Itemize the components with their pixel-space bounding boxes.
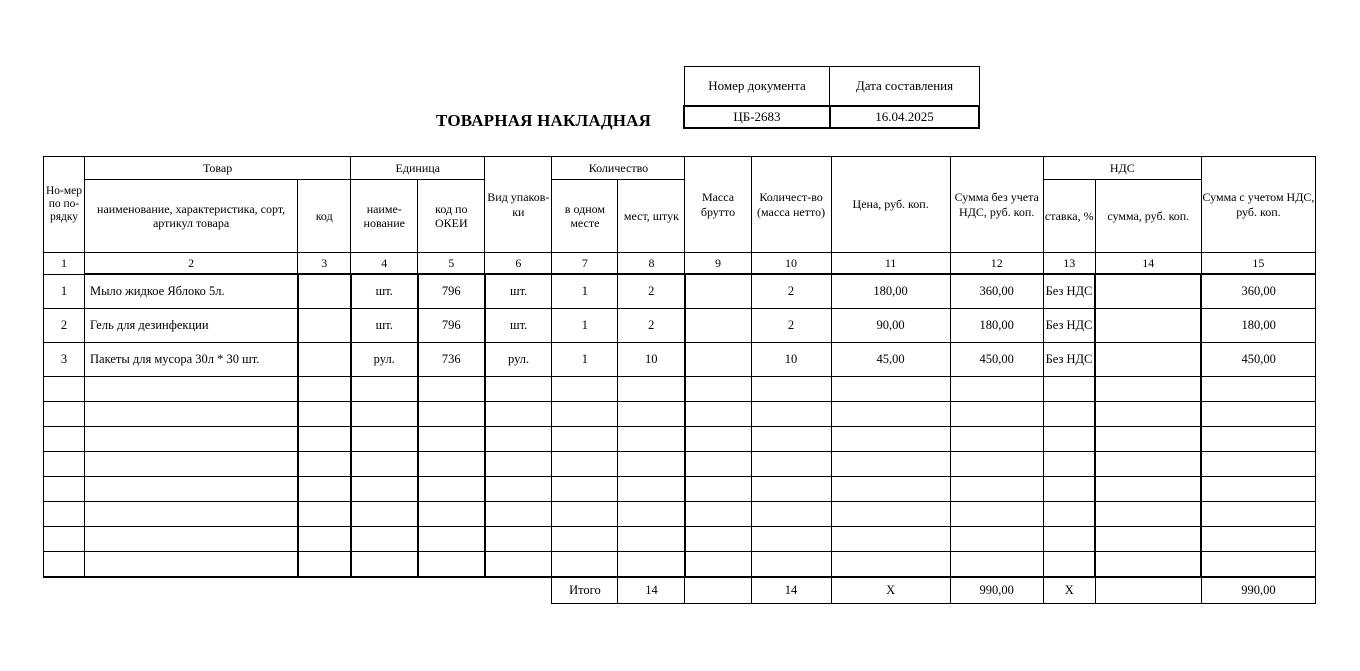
vat-rate-cell[interactable] [1043,452,1095,477]
package-type-cell[interactable] [485,527,552,552]
goods-code-cell[interactable] [298,402,351,427]
header-unit-okei: код по ОКЕИ [418,180,485,253]
price-cell[interactable] [831,502,950,527]
qty-in-place-cell[interactable] [552,402,618,427]
qty-places-cell[interactable] [618,377,685,402]
row-number-cell[interactable]: 3 [44,343,85,377]
unit-name-cell[interactable] [351,502,418,527]
empty-table-row [44,527,1316,552]
document-title: ТОВАРНАЯ НАКЛАДНАЯ [436,111,652,130]
okei-code-cell[interactable]: 796 [418,309,485,343]
totals-gross[interactable] [685,577,751,604]
sum-without-vat-cell[interactable] [950,377,1043,402]
net-quantity-cell[interactable] [751,402,831,427]
goods-name-cell[interactable] [85,527,298,552]
header-unit: Единица [351,157,485,180]
header-goods: Товар [85,157,351,180]
row-number-cell[interactable] [44,452,85,477]
vat-sum-cell[interactable] [1095,343,1201,377]
sum-without-vat-cell[interactable]: 360,00 [950,274,1043,309]
unit-name-cell[interactable] [351,427,418,452]
column-number: 8 [618,253,685,275]
totals-vat-sum[interactable] [1095,577,1201,604]
okei-code-cell[interactable] [418,552,485,578]
row-number-cell[interactable]: 2 [44,309,85,343]
column-number-row [44,253,1316,275]
unit-name-cell[interactable]: рул. [351,343,418,377]
header-vat: НДС [1043,157,1201,180]
net-quantity-cell[interactable] [751,377,831,402]
gross-mass-cell[interactable] [685,274,751,309]
sum-without-vat-cell[interactable] [950,527,1043,552]
goods-name-cell[interactable] [85,427,298,452]
gross-mass-cell[interactable] [685,343,751,377]
header-goods-code: код [298,180,351,253]
net-quantity-cell[interactable] [751,502,831,527]
goods-name-cell[interactable] [85,377,298,402]
column-number: 4 [351,253,418,275]
price-cell[interactable] [831,527,950,552]
vat-rate-cell[interactable] [1043,527,1095,552]
column-number: 14 [1095,253,1201,275]
unit-name-cell[interactable] [351,452,418,477]
sum-with-vat-cell[interactable] [1201,552,1315,578]
unit-name-cell[interactable] [351,527,418,552]
qty-places-cell[interactable] [618,452,685,477]
column-number: 3 [298,253,351,275]
header-group-row [44,157,1316,180]
vat-sum-cell[interactable] [1095,402,1201,427]
sum-with-vat-cell[interactable] [1201,402,1315,427]
row-number-cell[interactable] [44,377,85,402]
qty-in-place-cell[interactable] [552,502,618,527]
qty-in-place-cell[interactable] [552,452,618,477]
column-number: 10 [751,253,831,275]
price-cell[interactable]: 180,00 [831,274,950,309]
header-quantity: Количество [552,157,685,180]
sum-with-vat-cell[interactable] [1201,477,1315,502]
column-number: 12 [950,253,1043,275]
sum-with-vat-cell[interactable] [1201,502,1315,527]
totals-label: Итого [552,577,618,604]
sum-without-vat-cell[interactable] [950,402,1043,427]
empty-table-row [44,427,1316,452]
vat-rate-cell[interactable] [1043,552,1095,578]
okei-code-cell[interactable] [418,502,485,527]
row-number-cell[interactable] [44,552,85,578]
header-vat-sum: сумма, руб. коп. [1095,180,1201,253]
vat-sum-cell[interactable] [1095,427,1201,452]
column-number: 13 [1043,253,1095,275]
header-unit-name: наиме-нование [351,180,418,253]
sum-without-vat-cell[interactable] [950,427,1043,452]
vat-rate-cell[interactable] [1043,477,1095,502]
package-type-cell[interactable]: шт. [485,274,552,309]
qty-places-cell[interactable] [618,552,685,578]
vat-rate-cell[interactable] [1043,402,1095,427]
empty-table-row [44,477,1316,502]
net-quantity-cell[interactable] [751,552,831,578]
net-quantity-cell[interactable] [751,427,831,452]
totals-sum-with-vat[interactable]: 990,00 [1201,577,1315,604]
price-cell[interactable] [831,452,950,477]
sum-with-vat-cell[interactable] [1201,427,1315,452]
okei-code-cell[interactable] [418,377,485,402]
row-number-cell[interactable] [44,502,85,527]
qty-places-cell[interactable] [618,477,685,502]
qty-places-cell[interactable] [618,402,685,427]
goods-name-cell[interactable] [85,477,298,502]
column-number: 2 [85,253,298,275]
goods-code-cell[interactable] [298,377,351,402]
vat-rate-cell[interactable]: Без НДС [1043,343,1095,377]
qty-places-cell[interactable] [618,527,685,552]
totals-spacer [44,577,552,604]
goods-name-cell[interactable] [85,552,298,578]
package-type-cell[interactable]: шт. [485,309,552,343]
empty-table-row [44,402,1316,427]
gross-mass-cell[interactable] [685,452,751,477]
header-qty-in-place: в одном месте [552,180,618,253]
column-number: 7 [552,253,618,275]
goods-code-cell[interactable] [298,502,351,527]
totals-places[interactable]: 14 [618,577,685,604]
document-number-label: Номер документа [684,67,830,107]
column-number: 11 [831,253,950,275]
table-row [44,343,1316,377]
totals-row [44,577,1316,604]
gross-mass-cell[interactable] [685,309,751,343]
row-number-cell[interactable]: 1 [44,274,85,309]
document-number-date-box [683,66,980,129]
package-type-cell[interactable] [485,502,552,527]
vat-sum-cell[interactable] [1095,377,1201,402]
empty-table-row [44,377,1316,402]
qty-places-cell[interactable] [618,502,685,527]
price-cell[interactable] [831,552,950,578]
totals-net[interactable]: 14 [751,577,831,604]
sum-with-vat-cell[interactable] [1201,377,1315,402]
sum-without-vat-cell[interactable] [950,477,1043,502]
okei-code-cell[interactable]: 736 [418,343,485,377]
header-gross-mass: Масса брутто [685,157,751,253]
package-type-cell[interactable] [485,452,552,477]
sum-without-vat-cell[interactable] [950,452,1043,477]
goods-code-cell[interactable] [298,477,351,502]
header-vat-rate: ставка, % [1043,180,1095,253]
price-cell[interactable] [831,402,950,427]
gross-mass-cell[interactable] [685,527,751,552]
okei-code-cell[interactable] [418,402,485,427]
net-quantity-cell[interactable] [751,527,831,552]
row-number-cell[interactable] [44,402,85,427]
goods-name-cell[interactable] [85,452,298,477]
package-type-cell[interactable] [485,427,552,452]
header-package-type: Вид упаков-ки [485,157,552,253]
document-number-value[interactable]: ЦБ-2683 [684,106,830,128]
sum-with-vat-cell[interactable] [1201,452,1315,477]
sum-with-vat-cell[interactable] [1201,527,1315,552]
vat-rate-cell[interactable] [1043,427,1095,452]
qty-in-place-cell[interactable] [552,377,618,402]
sum-without-vat-cell[interactable] [950,552,1043,578]
package-type-cell[interactable]: рул. [485,343,552,377]
header-price: Цена, руб. коп. [831,157,950,253]
price-cell[interactable] [831,477,950,502]
goods-name-cell[interactable]: Пакеты для мусора 30л * 30 шт. [85,343,298,377]
package-type-cell[interactable] [485,552,552,578]
goods-code-cell[interactable] [298,527,351,552]
header-sum-without-vat: Сумма без учета НДС, руб. коп. [950,157,1043,253]
net-quantity-cell[interactable]: 10 [751,343,831,377]
goods-code-cell[interactable] [298,452,351,477]
goods-name-cell[interactable]: Мыло жидкое Яблоко 5л. [85,274,298,309]
sum-with-vat-cell[interactable]: 450,00 [1201,343,1315,377]
invoice-table [43,156,1316,604]
header-row-number: Но-мер по по-рядку [44,157,85,253]
empty-table-row [44,552,1316,578]
empty-table-row [44,502,1316,527]
vat-sum-cell[interactable] [1095,477,1201,502]
gross-mass-cell[interactable] [685,477,751,502]
goods-code-cell[interactable] [298,552,351,578]
vat-sum-cell[interactable] [1095,552,1201,578]
header-goods-name: наименование, характеристика, сорт, артикул товара [85,180,298,253]
package-type-cell[interactable] [485,377,552,402]
net-quantity-cell[interactable] [751,477,831,502]
package-type-cell[interactable] [485,477,552,502]
price-cell[interactable] [831,427,950,452]
document-date-value[interactable]: 16.04.2025 [830,106,979,128]
goods-code-cell[interactable] [298,427,351,452]
sum-with-vat-cell[interactable]: 360,00 [1201,274,1315,309]
totals-vat-rate[interactable]: X [1043,577,1095,604]
row-number-cell[interactable] [44,477,85,502]
qty-in-place-cell[interactable] [552,552,618,578]
totals-sum-without-vat[interactable]: 990,00 [950,577,1043,604]
column-number: 9 [685,253,751,275]
price-cell[interactable]: 45,00 [831,343,950,377]
column-number: 5 [418,253,485,275]
okei-code-cell[interactable] [418,427,485,452]
table-row [44,274,1316,309]
package-type-cell[interactable] [485,402,552,427]
okei-code-cell[interactable] [418,477,485,502]
vat-rate-cell[interactable]: Без НДС [1043,309,1095,343]
qty-in-place-cell[interactable] [552,427,618,452]
okei-code-cell[interactable] [418,527,485,552]
vat-sum-cell[interactable] [1095,274,1201,309]
unit-name-cell[interactable] [351,477,418,502]
qty-places-cell[interactable]: 10 [618,343,685,377]
sum-without-vat-cell[interactable]: 180,00 [950,309,1043,343]
header-sub-row [44,180,1316,253]
column-number: 15 [1201,253,1315,275]
okei-code-cell[interactable]: 796 [418,274,485,309]
qty-places-cell[interactable]: 2 [618,274,685,309]
vat-sum-cell[interactable] [1095,309,1201,343]
goods-code-cell[interactable] [298,343,351,377]
qty-in-place-cell[interactable]: 1 [552,274,618,309]
qty-places-cell[interactable] [618,427,685,452]
vat-sum-cell[interactable] [1095,502,1201,527]
price-cell[interactable] [831,377,950,402]
goods-code-cell[interactable] [298,309,351,343]
net-quantity-cell[interactable] [751,452,831,477]
qty-in-place-cell[interactable]: 1 [552,343,618,377]
totals-price[interactable]: X [831,577,950,604]
row-number-cell[interactable] [44,527,85,552]
unit-name-cell[interactable]: шт. [351,309,418,343]
net-quantity-cell[interactable]: 2 [751,274,831,309]
unit-name-cell[interactable] [351,552,418,578]
column-number: 1 [44,253,85,275]
gross-mass-cell[interactable] [685,427,751,452]
goods-name-cell[interactable] [85,402,298,427]
unit-name-cell[interactable] [351,402,418,427]
goods-code-cell[interactable] [298,274,351,309]
price-cell[interactable]: 90,00 [831,309,950,343]
sum-without-vat-cell[interactable] [950,502,1043,527]
header-net-quantity: Количест-во (масса нетто) [751,157,831,253]
table-row [44,309,1316,343]
gross-mass-cell[interactable] [685,552,751,578]
vat-sum-cell[interactable] [1095,452,1201,477]
vat-rate-cell[interactable] [1043,377,1095,402]
qty-in-place-cell[interactable] [552,477,618,502]
qty-in-place-cell[interactable] [552,527,618,552]
qty-in-place-cell[interactable]: 1 [552,309,618,343]
unit-name-cell[interactable]: шт. [351,274,418,309]
gross-mass-cell[interactable] [685,402,751,427]
sum-with-vat-cell[interactable]: 180,00 [1201,309,1315,343]
vat-rate-cell[interactable]: Без НДС [1043,274,1095,309]
row-number-cell[interactable] [44,427,85,452]
vat-sum-cell[interactable] [1095,527,1201,552]
gross-mass-cell[interactable] [685,502,751,527]
goods-name-cell[interactable] [85,502,298,527]
net-quantity-cell[interactable]: 2 [751,309,831,343]
header-sum-with-vat: Сумма с учетом НДС, руб. коп. [1201,157,1315,253]
gross-mass-cell[interactable] [685,377,751,402]
vat-rate-cell[interactable] [1043,502,1095,527]
okei-code-cell[interactable] [418,452,485,477]
unit-name-cell[interactable] [351,377,418,402]
column-number: 6 [485,253,552,275]
header-qty-places: мест, штук [618,180,685,253]
qty-places-cell[interactable]: 2 [618,309,685,343]
empty-table-row [44,452,1316,477]
goods-name-cell[interactable]: Гель для дезинфекции [85,309,298,343]
document-date-label: Дата составления [830,67,979,107]
sum-without-vat-cell[interactable]: 450,00 [950,343,1043,377]
